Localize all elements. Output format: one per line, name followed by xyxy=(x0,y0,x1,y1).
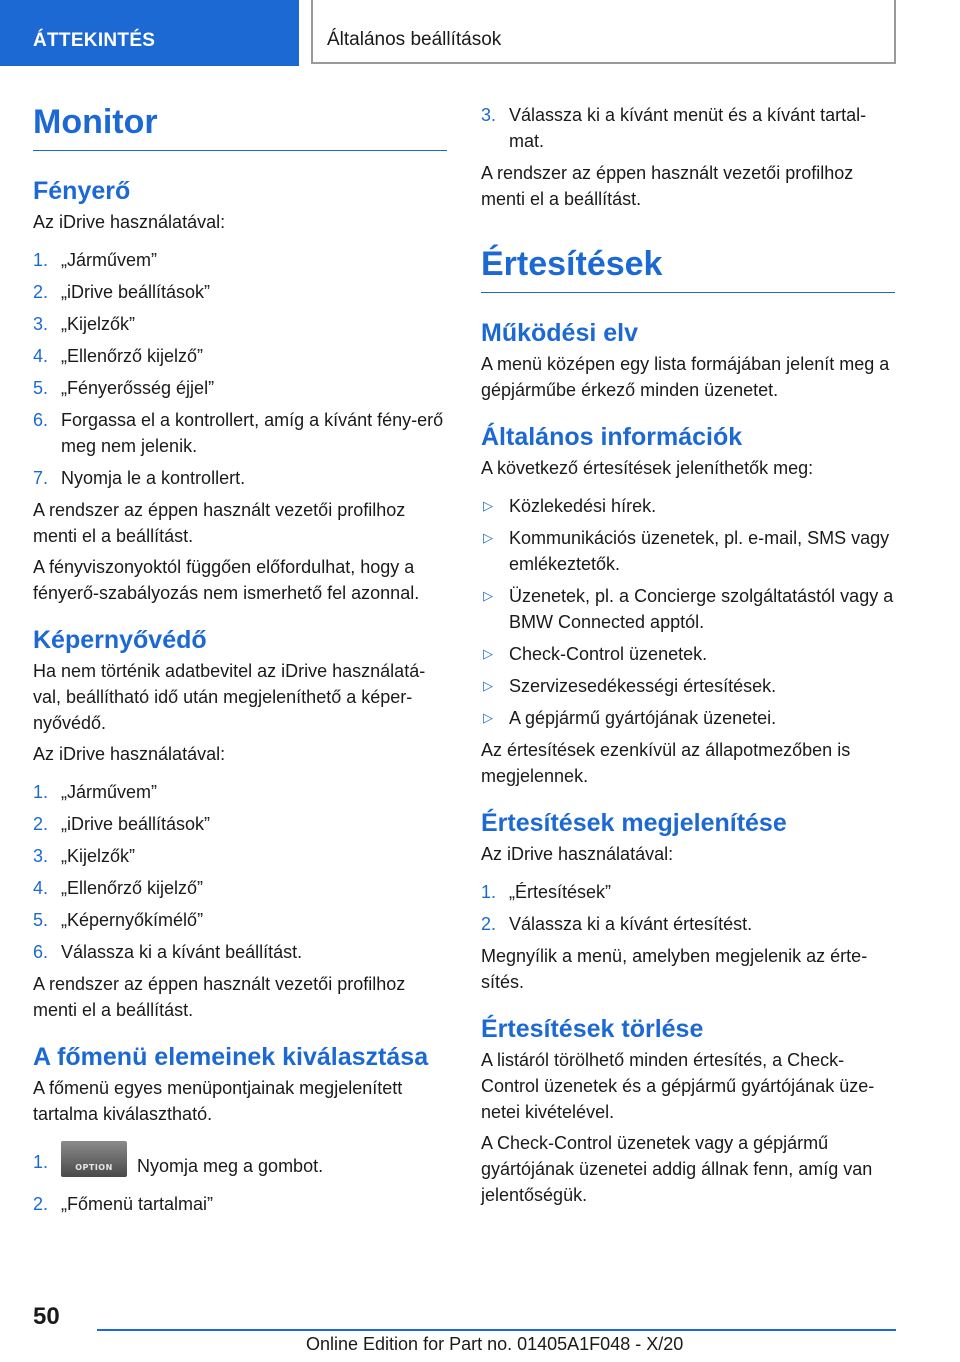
triangle-bullet-icon: ▷ xyxy=(483,530,493,545)
footer-edition: Online Edition for Part no. 01405A1F048 - X/20 xyxy=(306,1334,684,1354)
section-tab: ÁTTEKINTÉS xyxy=(0,0,299,66)
list-item: 1. „Járművem” xyxy=(33,782,158,802)
brightness-note2: A fényviszonyoktól függően előfordulhat, hogy a fényerő-szabályozás nem ismerhető fel azonnal. xyxy=(33,557,420,603)
list-item: 4. „Ellenőrző kijelző” xyxy=(33,346,204,366)
list-item: 5. „Fényerősség éjjel” xyxy=(33,378,215,398)
mainmenu-text: A főmenü egyes menüpontjainak megjelenített tartalma kiválasztható. xyxy=(33,1078,403,1124)
list-item: 3. „Kijelzők” xyxy=(33,846,136,866)
chapter-tab: Általános beállítások xyxy=(311,0,896,64)
list-item: 2. „iDrive beállítások” xyxy=(33,282,211,302)
general-items xyxy=(481,493,895,731)
list-item: 1. „Járművem” xyxy=(33,250,158,270)
heading-general: Általános információk xyxy=(481,423,743,451)
brightness-note1: A rendszer az éppen használt vezetői profilhoz menti el a beállítást. xyxy=(33,500,406,546)
mainmenu-steps xyxy=(33,1149,447,1217)
list-item: 4. „Ellenőrző kijelző” xyxy=(33,878,204,898)
triangle-bullet-icon: ▷ xyxy=(483,646,493,661)
list-item: 3. Válassza ki a kívánt menüt és a kívánt tartal-mat. xyxy=(481,105,867,151)
triangle-bullet-icon: ▷ xyxy=(483,498,493,513)
list-item: ▷ Üzenetek, pl. a Concierge szolgáltatástól vagy a BMW Connected apptól. xyxy=(481,583,895,635)
heading-delete: Értesítések törlése xyxy=(481,1015,704,1043)
delete-text1: A listáról törölhető minden értesítés, a Check-Control üzenetek és a gépjármű gyártójának üze-netei kivételével. xyxy=(481,1050,875,1122)
screensaver-intro: Az iDrive használatával: xyxy=(33,744,226,764)
title-monitor: Monitor xyxy=(33,100,447,151)
mainmenu-note: A rendszer az éppen használt vezetői profilhoz menti el a beállítást. xyxy=(481,163,854,209)
list-item: ▷ A gépjármű gyártójának üzenetei. xyxy=(481,705,895,731)
right-column xyxy=(481,100,895,1213)
heading-brightness: Fényerő xyxy=(33,177,131,205)
mainmenu-steps-continued xyxy=(481,102,895,154)
list-item: ▷ Kommunikációs üzenetek, pl. e-mail, SMS vagy emlékeztetők. xyxy=(481,525,895,577)
brightness-intro: Az iDrive használatával: xyxy=(33,212,226,232)
list-item: 5. „Képernyőkímélő” xyxy=(33,910,204,930)
list-item: 1. OPTION Nyomja meg a gombot. xyxy=(33,1149,447,1185)
list-item: 6. Válassza ki a kívánt beállítást. xyxy=(33,942,303,962)
heading-principle: Működési elv xyxy=(481,319,638,347)
list-item: 2. „Főmenü tartalmai” xyxy=(33,1194,214,1214)
screensaver-note: A rendszer az éppen használt vezetői profilhoz menti el a beállítást. xyxy=(33,974,406,1020)
heading-screensaver: Képernyővédő xyxy=(33,626,207,654)
left-column xyxy=(33,100,447,1223)
screensaver-text: Ha nem történik adatbevitel az iDrive használatá-val, beállítható idő után megjeleníthető a képer-nyővédő. xyxy=(33,661,426,733)
title-notifications: Értesítések xyxy=(481,242,895,293)
list-item: 3. „Kijelzők” xyxy=(33,314,136,334)
list-item: ▷ Szervizesedékességi értesítések. xyxy=(481,673,895,699)
page-number: 50 xyxy=(33,1303,60,1330)
list-item: 7. Nyomja le a kontrollert. xyxy=(33,468,246,488)
general-note: Az értesítések ezenkívül az állapotmezőben is megjelennek. xyxy=(481,740,851,786)
heading-mainmenu: A főmenü elemeinek kiválasztása xyxy=(33,1043,429,1071)
display-steps xyxy=(481,879,895,937)
heading-display: Értesítések megjelenítése xyxy=(481,809,787,837)
display-note: Megnyílik a menü, amelyben megjelenik az érte-sítés. xyxy=(481,946,868,992)
brightness-steps xyxy=(33,247,447,491)
list-item: 2. „iDrive beállítások” xyxy=(33,814,211,834)
principle-text: A menü középen egy lista formájában jelenít meg a gépjárműbe érkező minden üzenetet. xyxy=(481,354,890,400)
screensaver-steps xyxy=(33,779,447,965)
display-intro: Az iDrive használatával: xyxy=(481,844,674,864)
triangle-bullet-icon: ▷ xyxy=(483,588,493,603)
list-item: 1. „Értesítések” xyxy=(481,882,612,902)
page-header xyxy=(0,0,960,66)
list-item: ▷ Check-Control üzenetek. xyxy=(481,641,895,667)
list-item: 6. Forgassa el a kontrollert, amíg a kívánt fény-erő meg nem jelenik. xyxy=(33,410,444,456)
triangle-bullet-icon: ▷ xyxy=(483,710,493,725)
footer-divider xyxy=(97,1329,896,1331)
triangle-bullet-icon: ▷ xyxy=(483,678,493,693)
general-intro: A következő értesítések jeleníthetők meg: xyxy=(481,458,814,478)
option-button-icon: OPTION xyxy=(61,1141,127,1177)
delete-text2: A Check-Control üzenetek vagy a gépjármű gyártójának üzenetei addig állnak fenn, amíg van jelentőségük. xyxy=(481,1133,873,1205)
list-item: ▷ Közlekedési hírek. xyxy=(481,493,895,519)
list-item: 2. Válassza ki a kívánt értesítést. xyxy=(481,914,753,934)
